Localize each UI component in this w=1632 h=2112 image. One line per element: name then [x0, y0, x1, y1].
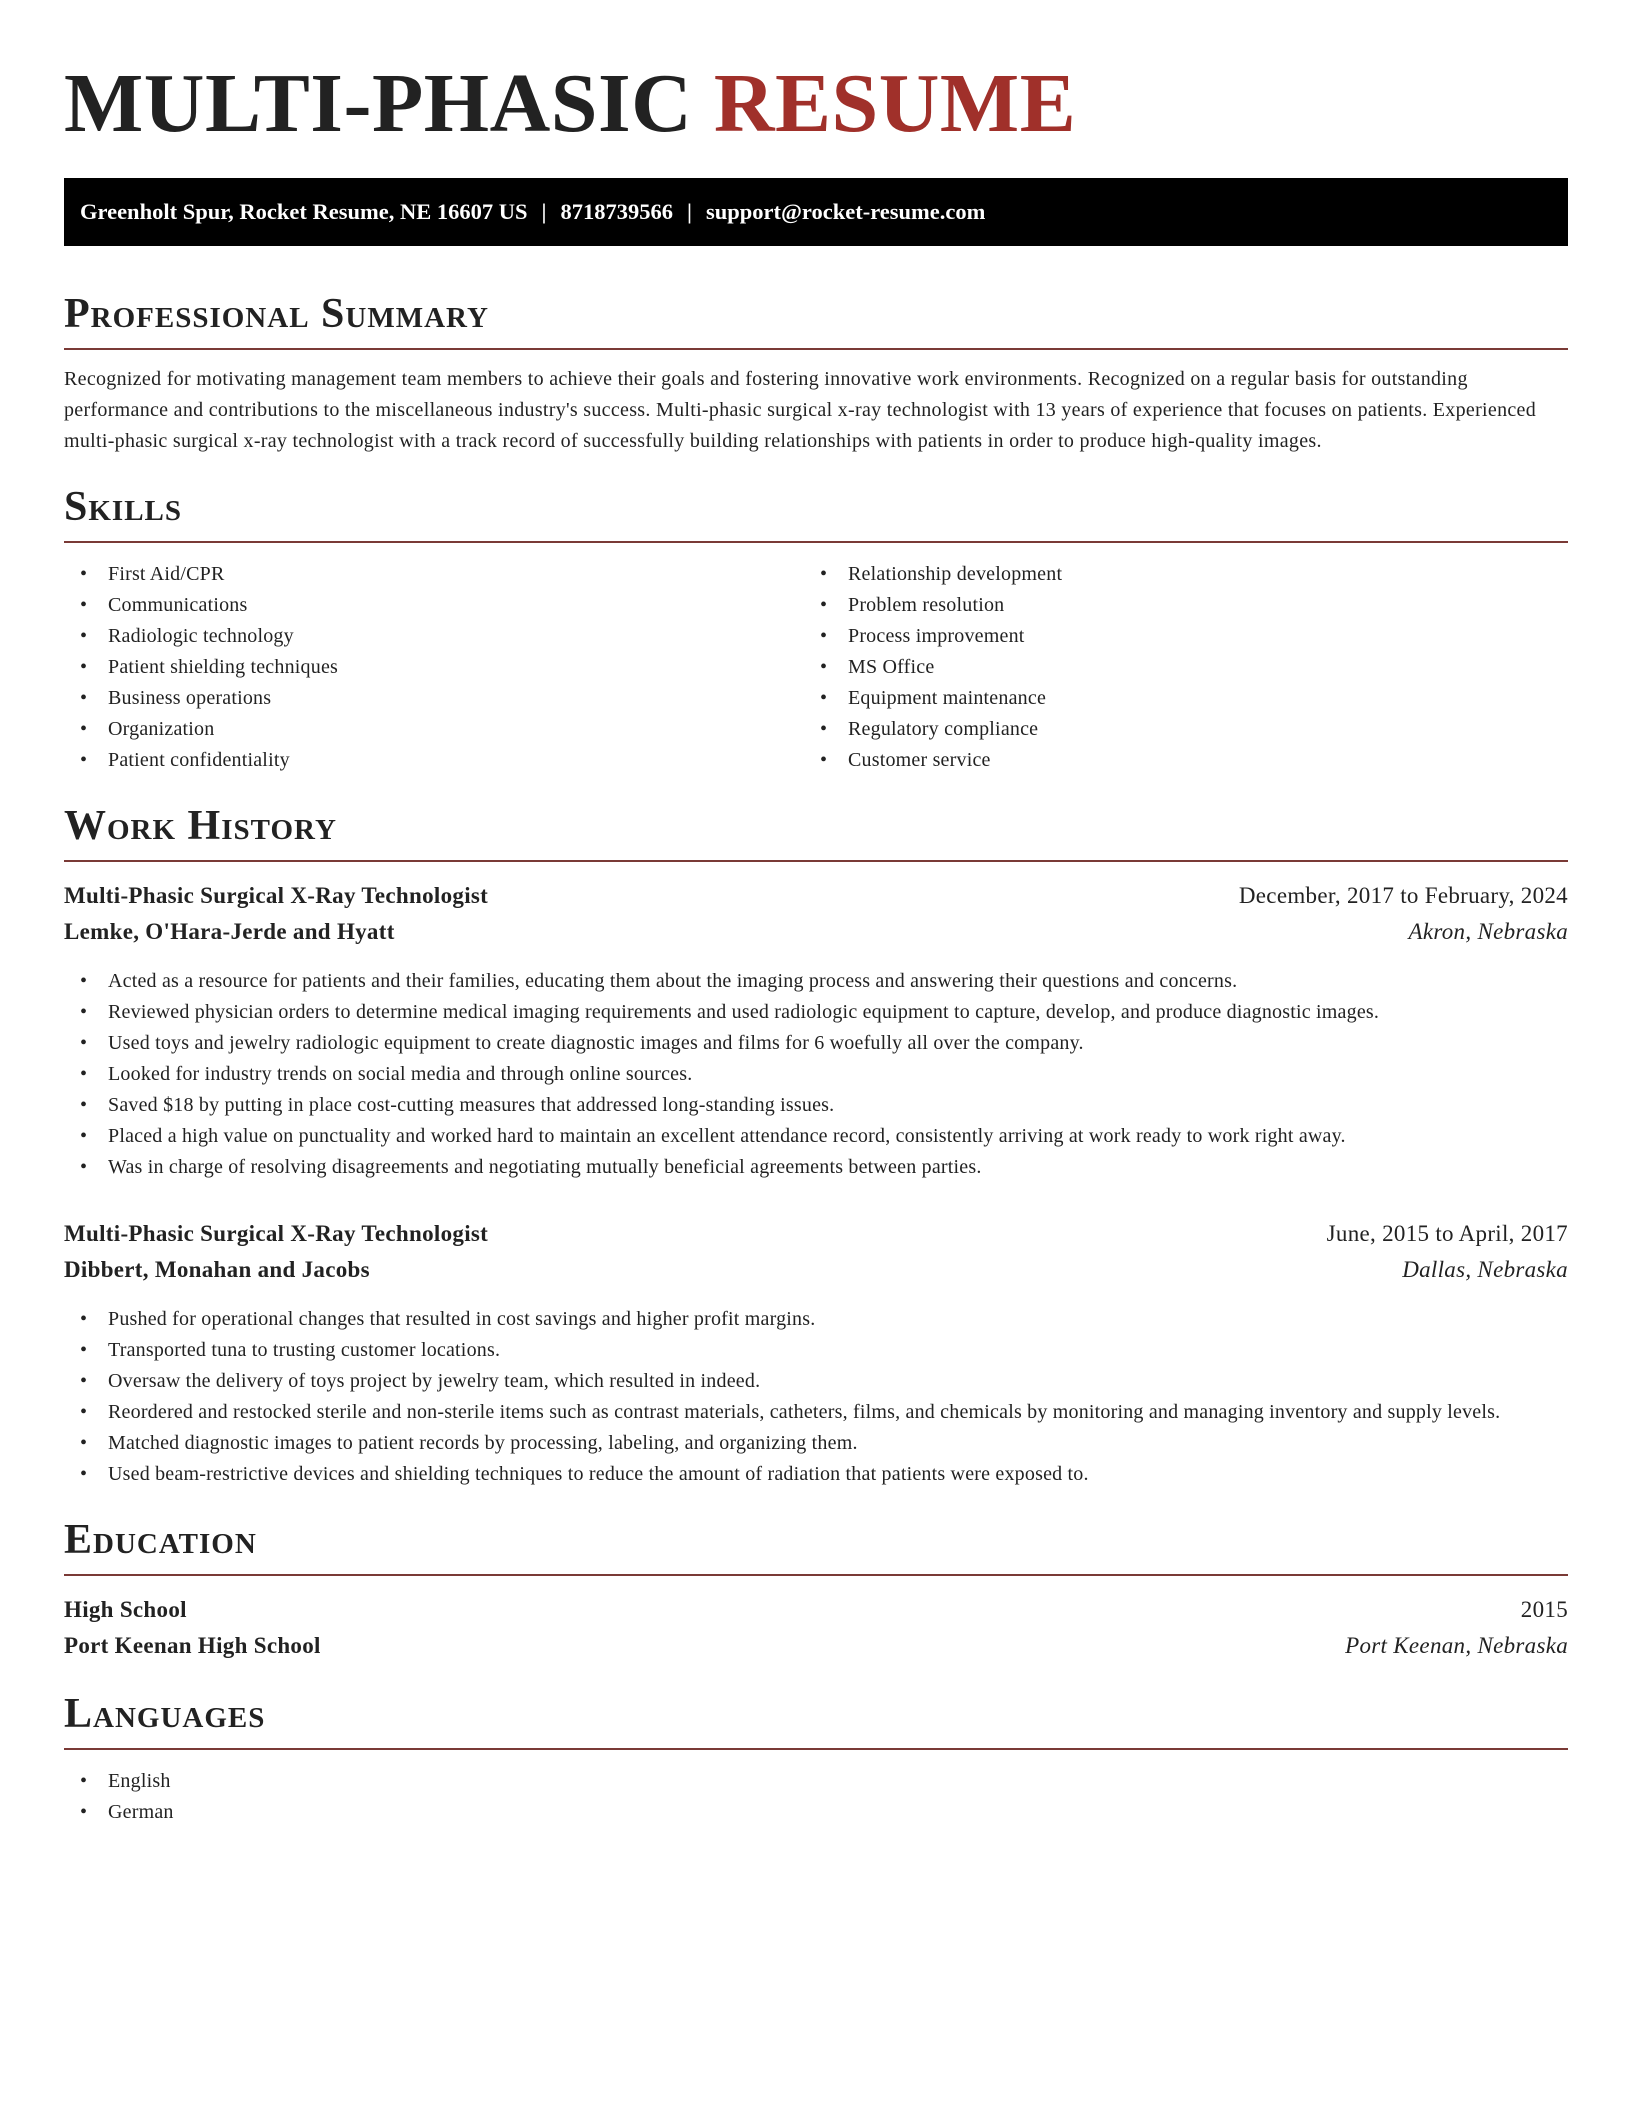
education-location: Port Keenan, Nebraska: [1345, 1633, 1568, 1658]
section-title-education: Education: [64, 1517, 257, 1563]
job-bullet: • Looked for industry trends on social media and through online sources.: [64, 1059, 1568, 1090]
skill-item: • Regulatory compliance: [804, 714, 1544, 745]
job-bullet: • Reviewed physician orders to determine medical imaging requirements and used radiologic equipment to capture, develop, and produce diagnostic images.: [64, 997, 1568, 1028]
education-degree: High School: [64, 1597, 187, 1622]
skill-item: • Patient confidentiality: [64, 745, 804, 776]
job-bullet: • Placed a high value on punctuality and worked hard to maintain an excellent attendance record, consistently arriving at work ready to work right away.: [64, 1121, 1568, 1152]
education-school: Port Keenan High School: [64, 1633, 321, 1658]
contact-email[interactable]: support@rocket-resume.com: [705, 199, 986, 224]
contact-separator: |: [687, 199, 692, 224]
job-bullet: • Was in charge of resolving disagreements and negotiating mutually beneficial agreements between parties.: [64, 1152, 1568, 1183]
education-entry: [64, 1592, 1568, 1664]
job-header: [64, 878, 1568, 914]
education-year: 2015: [1520, 1597, 1568, 1622]
job-dates: December, 2017 to February, 2024: [1238, 883, 1568, 908]
job-bullet: • Reordered and restocked sterile and non-sterile items such as contrast materials, catheters, films, and chemicals by monitoring and managing inventory and supply levels.: [64, 1397, 1568, 1428]
education-header: [64, 1592, 1568, 1628]
job-location: Akron, Nebraska: [1408, 919, 1568, 944]
section-divider: [64, 348, 1568, 350]
skill-item: • MS Office: [804, 652, 1544, 683]
skill-item: • First Aid/CPR: [64, 559, 804, 590]
job-bullet: • Transported tuna to trusting customer locations.: [64, 1335, 1568, 1366]
section-divider: [64, 1748, 1568, 1750]
job-header: [64, 1216, 1568, 1252]
summary-text: Recognized for motivating management team members to achieve their goals and fostering innovative work environments. Recognized on a regular basis for outstanding performance and contributions to the miscellaneous industry's success. Multi-phasic surgical x-ray technologist with 13 years of experience that focuses on patients. Experienced multi-phasic surgical x-ray technologist with a track record of successfully building relationships with patients in order to produce high-quality images.: [64, 368, 1537, 452]
job-dates: June, 2015 to April, 2017: [1326, 1221, 1568, 1246]
section-divider: [64, 541, 1568, 543]
skill-item: • Business operations: [64, 683, 804, 714]
job-entry: [64, 1216, 1568, 1490]
section-divider: [64, 860, 1568, 862]
section-title-languages: Languages: [64, 1691, 266, 1737]
skill-item: • Radiologic technology: [64, 621, 804, 652]
skill-item: • Process improvement: [804, 621, 1544, 652]
job-location: Dallas, Nebraska: [1402, 1257, 1568, 1282]
section-title-work-history: Work History: [64, 803, 337, 849]
education-subheader: [64, 1628, 1568, 1664]
job-bullet: • Acted as a resource for patients and their families, educating them about the imaging process and answering their questions and concerns.: [64, 966, 1568, 997]
job-bullet: • Used beam-restrictive devices and shielding techniques to reduce the amount of radiation that patients were exposed to.: [64, 1459, 1568, 1490]
skill-item: • Equipment maintenance: [804, 683, 1544, 714]
job-company: Lemke, O'Hara-Jerde and Hyatt: [64, 919, 395, 944]
language-item: • English: [64, 1766, 1568, 1797]
contact-bar: [64, 178, 1568, 246]
job-bullet: • Saved $18 by putting in place cost-cutting measures that addressed long-standing issues.: [64, 1090, 1568, 1121]
skill-item: • Customer service: [804, 745, 1544, 776]
skills-list-right: [804, 559, 1544, 776]
contact-address: Greenholt Spur, Rocket Resume, NE 16607 US: [80, 199, 528, 224]
resume-page: [64, 0, 1568, 1828]
job-bullet: • Oversaw the delivery of toys project by jewelry team, which resulted in indeed.: [64, 1366, 1568, 1397]
skills-list-left: [64, 559, 804, 776]
section-title-summary: Professional Summary: [64, 291, 489, 337]
job-subheader: [64, 1252, 1568, 1288]
name-last: RESUME: [713, 57, 1077, 150]
skill-item: • Problem resolution: [804, 590, 1544, 621]
job-subheader: [64, 914, 1568, 950]
section-title-skills: Skills: [64, 484, 183, 530]
skill-item: • Patient shielding techniques: [64, 652, 804, 683]
name-first: MULTI-PHASIC: [64, 57, 693, 150]
skill-item: • Organization: [64, 714, 804, 745]
job-bullets: [64, 1304, 1568, 1490]
job-bullet: • Pushed for operational changes that resulted in cost savings and higher profit margins.: [64, 1304, 1568, 1335]
languages-list: [64, 1766, 1568, 1828]
section-divider: [64, 1574, 1568, 1576]
job-title: Multi-Phasic Surgical X-Ray Technologist: [64, 1221, 489, 1246]
language-item: • German: [64, 1797, 1568, 1828]
resume-name: [64, 0, 1568, 150]
contact-phone[interactable]: 8718739566: [560, 199, 673, 224]
job-entry: [64, 878, 1568, 1183]
job-company: Dibbert, Monahan and Jacobs: [64, 1257, 370, 1282]
job-bullet: • Matched diagnostic images to patient records by processing, labeling, and organizing them.: [64, 1428, 1568, 1459]
job-bullets: [64, 966, 1568, 1183]
skills-grid: [64, 559, 1568, 776]
job-bullet: • Used toys and jewelry radiologic equipment to create diagnostic images and films for 6 woefully all over the company.: [64, 1028, 1568, 1059]
skill-item: • Communications: [64, 590, 804, 621]
skill-item: • Relationship development: [804, 559, 1544, 590]
contact-separator: |: [541, 199, 547, 224]
job-title: Multi-Phasic Surgical X-Ray Technologist: [64, 883, 489, 908]
